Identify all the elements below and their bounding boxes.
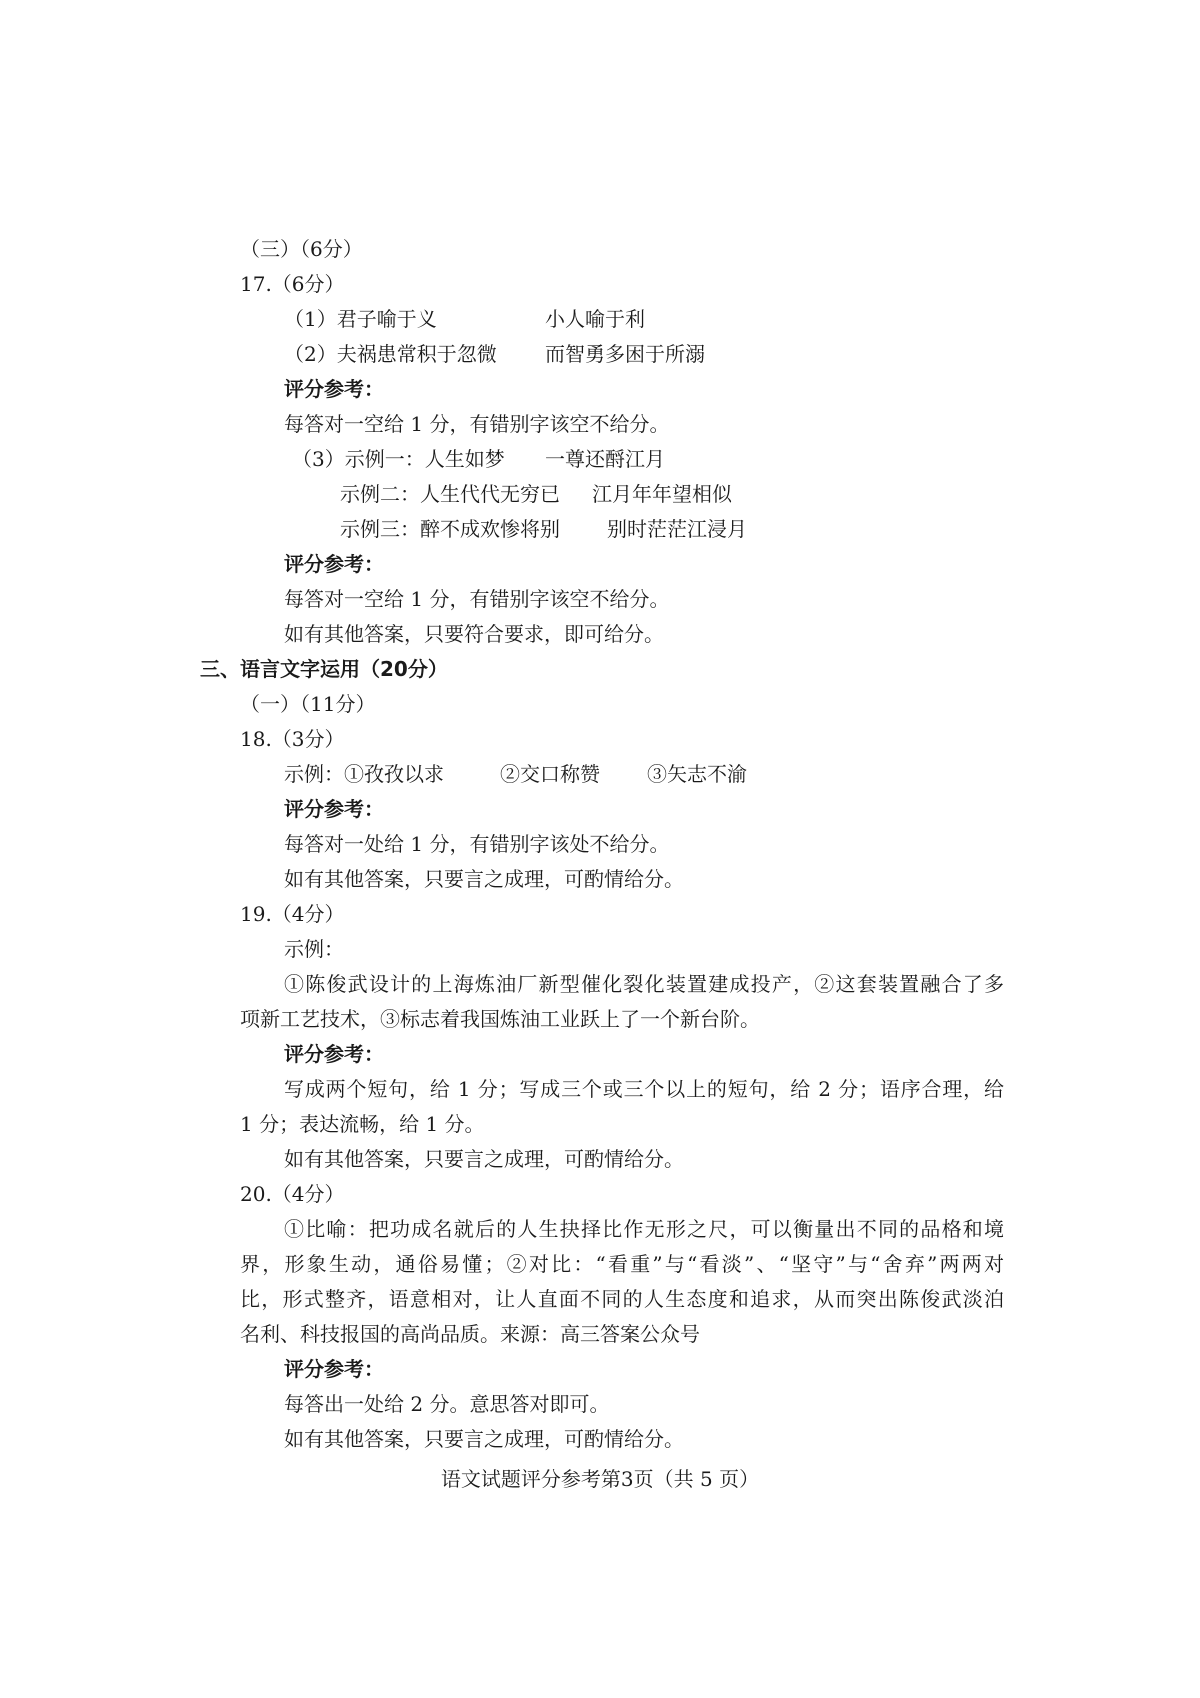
- q17-answer-3b: 一尊还酹江月: [545, 447, 665, 471]
- q18-label: 18.（3分）: [240, 727, 345, 751]
- q19-example-label: 示例：: [284, 937, 344, 961]
- q17-example-3b: 别时茫茫江浸月: [607, 517, 747, 541]
- q20-answer-line2: 界，形象生动，通俗易懂；②对比：“看重”与“看淡”、“坚守”与“舍弃”两两对: [240, 1252, 1004, 1276]
- q19-ref-line1: 写成两个短句，给 1 分；写成三个或三个以上的短句，给 2 分；语序合理，给: [284, 1077, 1004, 1101]
- q19-ref-title: 评分参考：: [284, 1042, 384, 1066]
- q20-label: 20.（4分）: [240, 1182, 345, 1206]
- q18-ref-title: 评分参考：: [284, 797, 384, 821]
- q17-answer-2a: （2）夫祸患常积于忽微: [284, 342, 497, 366]
- q18-example-a: 示例：①孜孜以求: [284, 762, 444, 786]
- q19-label: 19.（4分）: [240, 902, 345, 926]
- q17-example-2a: 示例二：人生代代无穷已: [340, 482, 560, 506]
- q18-example-b: ②交口称赞: [500, 762, 600, 786]
- q20-ref-text1: 每答出一处给 2 分。意思答对即可。: [284, 1392, 610, 1416]
- q18-ref-text2: 如有其他答案，只要言之成理，可酌情给分。: [284, 867, 684, 891]
- section-3-heading: （三）（6分）: [240, 237, 363, 261]
- q17-label: 17.（6分）: [240, 272, 345, 296]
- q19-ref-line3: 如有其他答案，只要言之成理，可酌情给分。: [284, 1147, 684, 1171]
- q17-answer-3a: （3）示例一：人生如梦: [292, 447, 505, 471]
- q17-ref2-text1: 每答对一空给 1 分，有错别字该空不给分。: [284, 587, 670, 611]
- q17-ref2-title: 评分参考：: [284, 552, 384, 576]
- q17-ref1-text: 每答对一空给 1 分，有错别字该空不给分。: [284, 412, 670, 436]
- q20-answer-line1: ①比喻：把功成名就后的人生抉择比作无形之尺，可以衡量出不同的品格和境: [284, 1217, 1004, 1241]
- q20-answer-line4: 名利、科技报国的高尚品质。来源：高三答案公众号: [240, 1322, 700, 1346]
- q19-answer-line2: 项新工艺技术，③标志着我国炼油工业跃上了一个新台阶。: [240, 1007, 760, 1031]
- part3-sub1: （一）（11分）: [240, 692, 376, 716]
- q20-ref-text2: 如有其他答案，只要言之成理，可酌情给分。: [284, 1427, 684, 1451]
- q17-answer-2b: 而智勇多困于所溺: [545, 342, 705, 366]
- page-footer: 语文试题评分参考第3页（共 5 页）: [440, 1467, 760, 1491]
- part3-heading: 三、语言文字运用（20分）: [200, 657, 448, 681]
- q17-answer-1a: （1）君子喻于义: [284, 307, 437, 331]
- q18-ref-text1: 每答对一处给 1 分，有错别字该处不给分。: [284, 832, 670, 856]
- q17-ref1-title: 评分参考：: [284, 377, 384, 401]
- q19-answer-line1: ①陈俊武设计的上海炼油厂新型催化裂化装置建成投产，②这套装置融合了多: [284, 972, 1004, 996]
- q20-ref-title: 评分参考：: [284, 1357, 384, 1381]
- q20-answer-line3: 比，形式整齐，语意相对，让人直面不同的人生态度和追求，从而突出陈俊武淡泊: [240, 1287, 1004, 1311]
- q17-example-2b: 江月年年望相似: [592, 482, 732, 506]
- q17-ref2-text2: 如有其他答案，只要符合要求，即可给分。: [284, 622, 664, 646]
- q19-ref-line2: 1 分；表达流畅，给 1 分。: [240, 1112, 485, 1136]
- q17-example-3a: 示例三：醉不成欢惨将别: [340, 517, 560, 541]
- q18-example-c: ③矢志不渝: [647, 762, 747, 786]
- q17-answer-1b: 小人喻于利: [545, 307, 645, 331]
